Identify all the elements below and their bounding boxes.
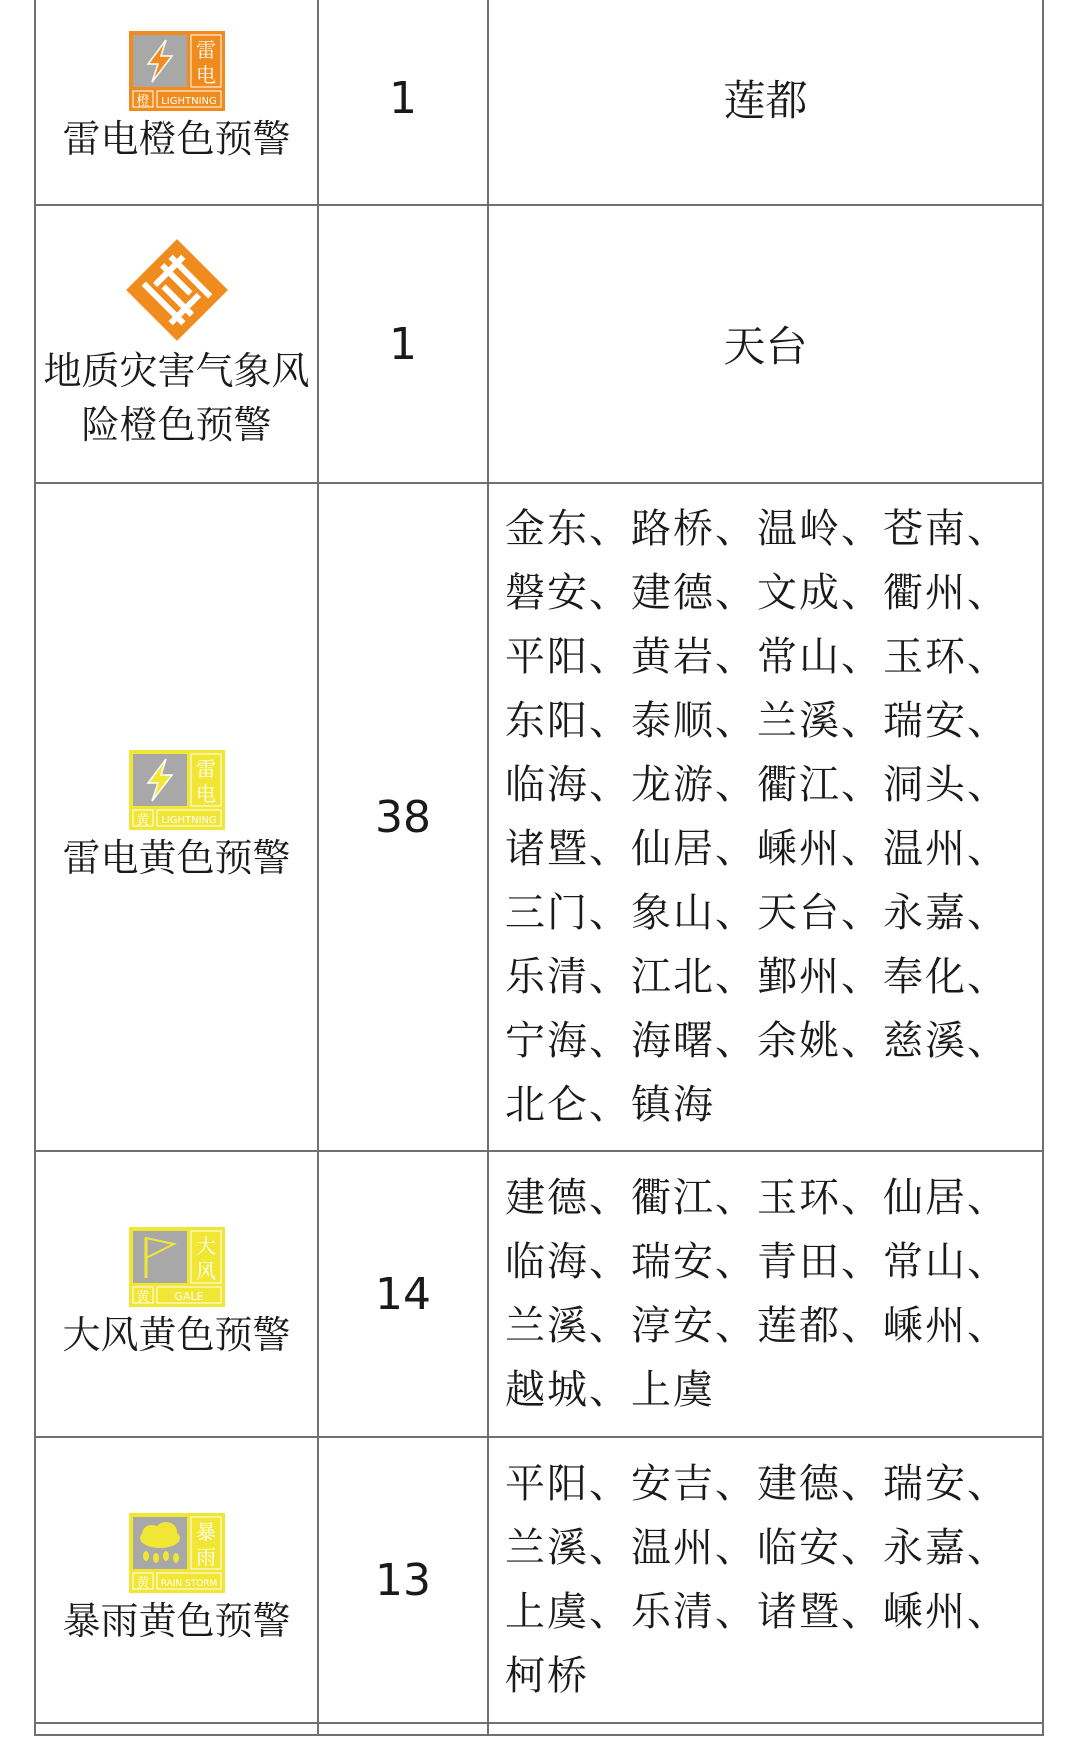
icon-char-top: 暴 <box>195 1520 216 1544</box>
warning-areas: 莲都 <box>488 0 1043 205</box>
icon-level-char: 橙 <box>135 94 150 109</box>
table-row <box>35 1723 1043 1735</box>
warning-areas: 平阳、安吉、建德、瑞安、兰溪、温州、临安、永嘉、上虞、乐清、诸暨、嵊州、柯桥 <box>505 1461 1009 1699</box>
warning-areas-cell <box>488 1437 1043 1723</box>
warning-type-name: 地质灾害气象风 险橙色预警 <box>43 349 310 447</box>
table-row <box>35 483 1043 1151</box>
warning-areas-cell <box>488 1151 1043 1437</box>
warning-type-name: 大风黄色预警 <box>62 1313 291 1357</box>
icon-level-char: 黄 <box>135 1290 150 1305</box>
gale-yellow-signal-icon <box>128 1226 226 1308</box>
icon-en-label: LIGHTNING <box>160 815 217 826</box>
table-row <box>35 205 1043 483</box>
geological-hazard-orange-signal-icon <box>123 236 231 344</box>
icon-level-char: 黄 <box>135 813 150 828</box>
icon-char-top: 大 <box>195 1234 216 1258</box>
warning-type-name: 雷电橙色预警 <box>62 117 291 161</box>
icon-level-char: 黄 <box>135 1576 150 1591</box>
warning-areas: 建德、衢江、玉环、仙居、临海、瑞安、青田、常山、兰溪、淳安、莲都、嵊州、越城、上虞 <box>505 1175 1009 1413</box>
icon-en-label: LIGHTNING <box>160 96 217 107</box>
table-cell <box>488 1723 1043 1735</box>
table-row <box>35 1151 1043 1437</box>
warning-count: 14 <box>318 1151 488 1437</box>
warning-table <box>34 0 1044 1736</box>
icon-char-mid: 电 <box>195 782 216 806</box>
warning-type-cell <box>35 205 318 483</box>
table-row <box>35 1437 1043 1723</box>
icon-char-top: 雷 <box>195 757 216 781</box>
warning-count: 1 <box>318 205 488 483</box>
warning-areas: 金东、路桥、温岭、苍南、磐安、建德、文成、衢州、平阳、黄岩、常山、玉环、东阳、泰顺、兰溪、瑞安、临海、龙游、衢江、洞头、诸暨、仙居、嵊州、温州、三门、象山、天台、永嘉、乐清、江北、鄞州、奉化、宁海、海曙、余姚、慈溪、北仑、镇海 <box>505 506 1009 1128</box>
warning-type-cell <box>35 483 318 1151</box>
warning-type-cell <box>35 1437 318 1723</box>
table-cell <box>318 1723 488 1735</box>
warning-type-cell <box>35 1151 318 1437</box>
lightning-orange-signal-icon <box>128 30 226 112</box>
warning-count: 13 <box>318 1437 488 1723</box>
warning-type-cell <box>35 0 318 205</box>
icon-en-label: RAIN STORM <box>160 1579 217 1589</box>
icon-en-label: GALE <box>173 1290 204 1303</box>
warning-areas: 天台 <box>488 205 1043 483</box>
lightning-yellow-signal-icon <box>128 749 226 831</box>
icon-char-mid: 雨 <box>195 1545 216 1569</box>
rainstorm-yellow-signal-icon <box>128 1512 226 1594</box>
warning-count: 1 <box>318 0 488 205</box>
warning-type-name: 雷电黄色预警 <box>62 836 291 880</box>
warning-type-name: 暴雨黄色预警 <box>62 1599 291 1643</box>
warning-areas-cell <box>488 483 1043 1151</box>
table-row <box>35 0 1043 205</box>
icon-char-mid: 电 <box>195 63 216 87</box>
table-cell <box>35 1723 318 1735</box>
warning-count: 38 <box>318 483 488 1151</box>
icon-char-mid: 风 <box>195 1259 216 1283</box>
icon-char-top: 雷 <box>195 38 216 62</box>
